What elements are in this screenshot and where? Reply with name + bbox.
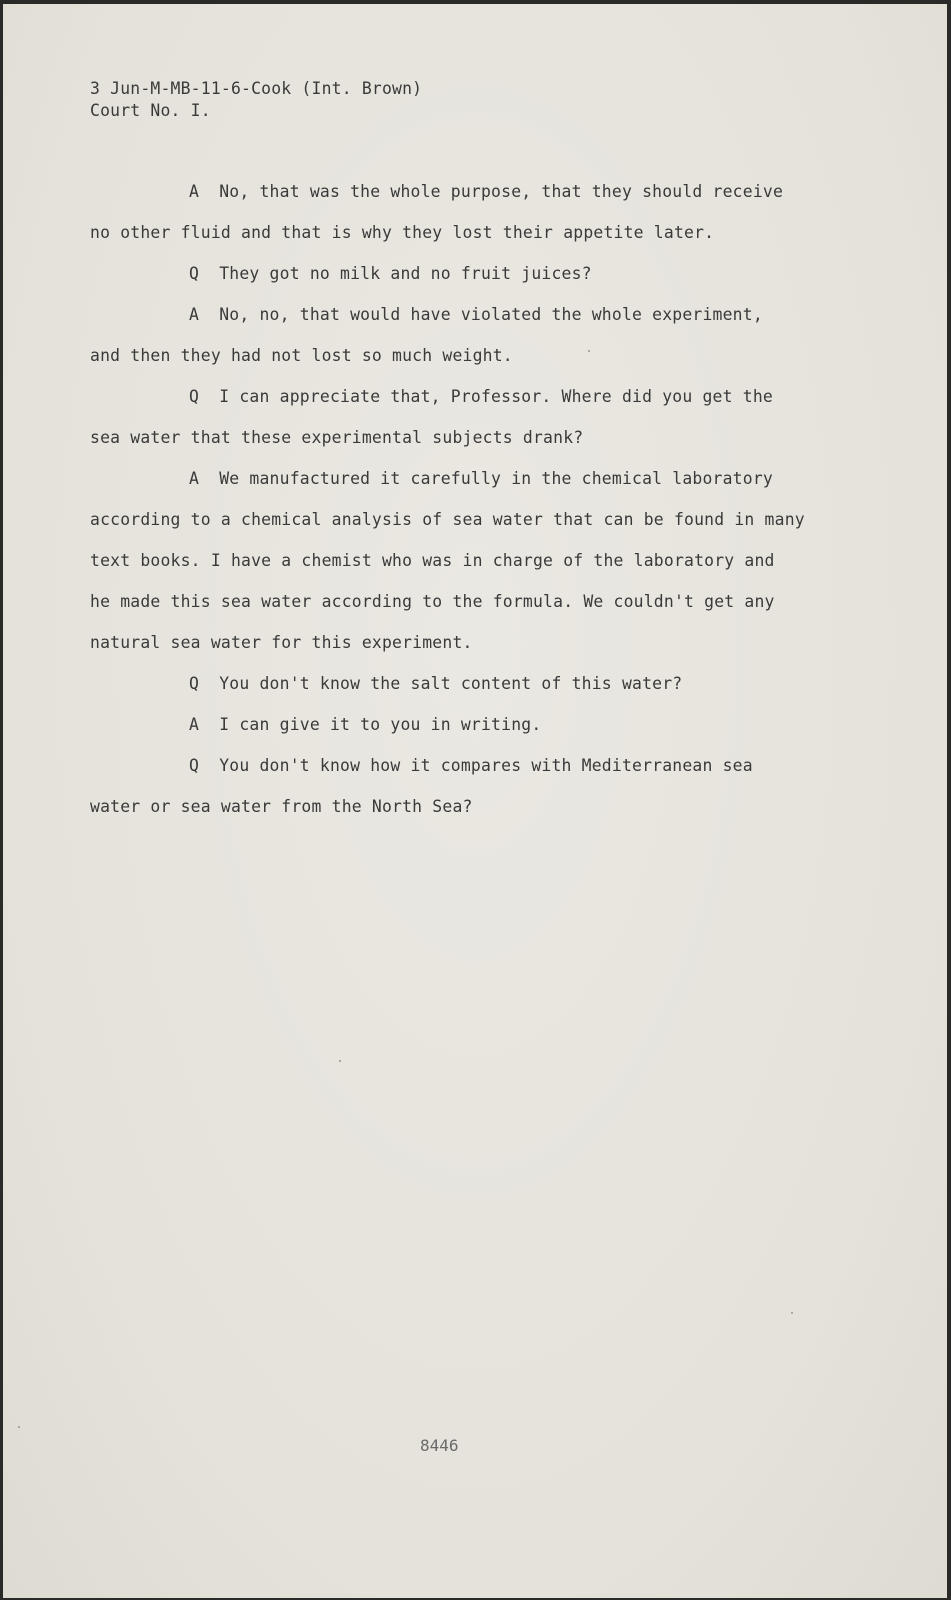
answer-text: I can give it to you in writing. — [219, 715, 542, 734]
question-continuation: water or sea water from the North Sea? — [90, 797, 473, 816]
answer-continuation: natural sea water for this experiment. — [90, 633, 473, 652]
speaker-label: Q — [189, 756, 200, 775]
answer-continuation: no other fluid and that is why they lost their appetite later. — [90, 223, 715, 242]
answer-continuation: according to a chemical analysis of sea water that can be found in many — [90, 510, 805, 529]
question-line — [189, 758, 753, 774]
answer-text: No, no, that would have violated the whole experiment, — [219, 305, 763, 324]
question-line — [189, 676, 682, 692]
document-page — [3, 4, 947, 1598]
paper-speck — [18, 1426, 20, 1428]
speaker-label: A — [189, 182, 200, 201]
speaker-label: A — [189, 469, 200, 488]
answer-line — [189, 184, 783, 200]
question-text: I can appreciate that, Professor. Where did you get the — [219, 387, 773, 406]
speaker-label: A — [189, 715, 200, 734]
question-continuation: sea water that these experimental subjects drank? — [90, 428, 584, 447]
speaker-label: Q — [189, 387, 200, 406]
paper-speck — [588, 350, 590, 352]
answer-text: We manufactured it carefully in the chemical laboratory — [219, 469, 773, 488]
question-line — [189, 389, 773, 405]
question-text: You don't know the salt content of this water? — [219, 674, 683, 693]
question-text: They got no milk and no fruit juices? — [219, 264, 592, 283]
answer-line — [189, 307, 763, 323]
paper-speck — [791, 1312, 793, 1314]
answer-text: No, that was the whole purpose, that they should receive — [219, 182, 784, 201]
case-reference: 3 Jun-M-MB-11-6-Cook (Int. Brown) — [90, 79, 423, 98]
paper-speck — [339, 1060, 341, 1062]
answer-line — [189, 717, 541, 733]
speaker-label: Q — [189, 264, 200, 283]
answer-continuation: text books. I have a chemist who was in charge of the laboratory and — [90, 551, 775, 570]
answer-continuation: and then they had not lost so much weight. — [90, 346, 513, 365]
answer-line — [189, 471, 773, 487]
question-text: You don't know how it compares with Mediterranean sea — [219, 756, 753, 775]
speaker-label: Q — [189, 674, 200, 693]
speaker-label: A — [189, 305, 200, 324]
answer-continuation: he made this sea water according to the formula. We couldn't get any — [90, 592, 775, 611]
page-number: 8446 — [420, 1436, 459, 1455]
court-number: Court No. I. — [90, 101, 211, 120]
question-line — [189, 266, 592, 282]
